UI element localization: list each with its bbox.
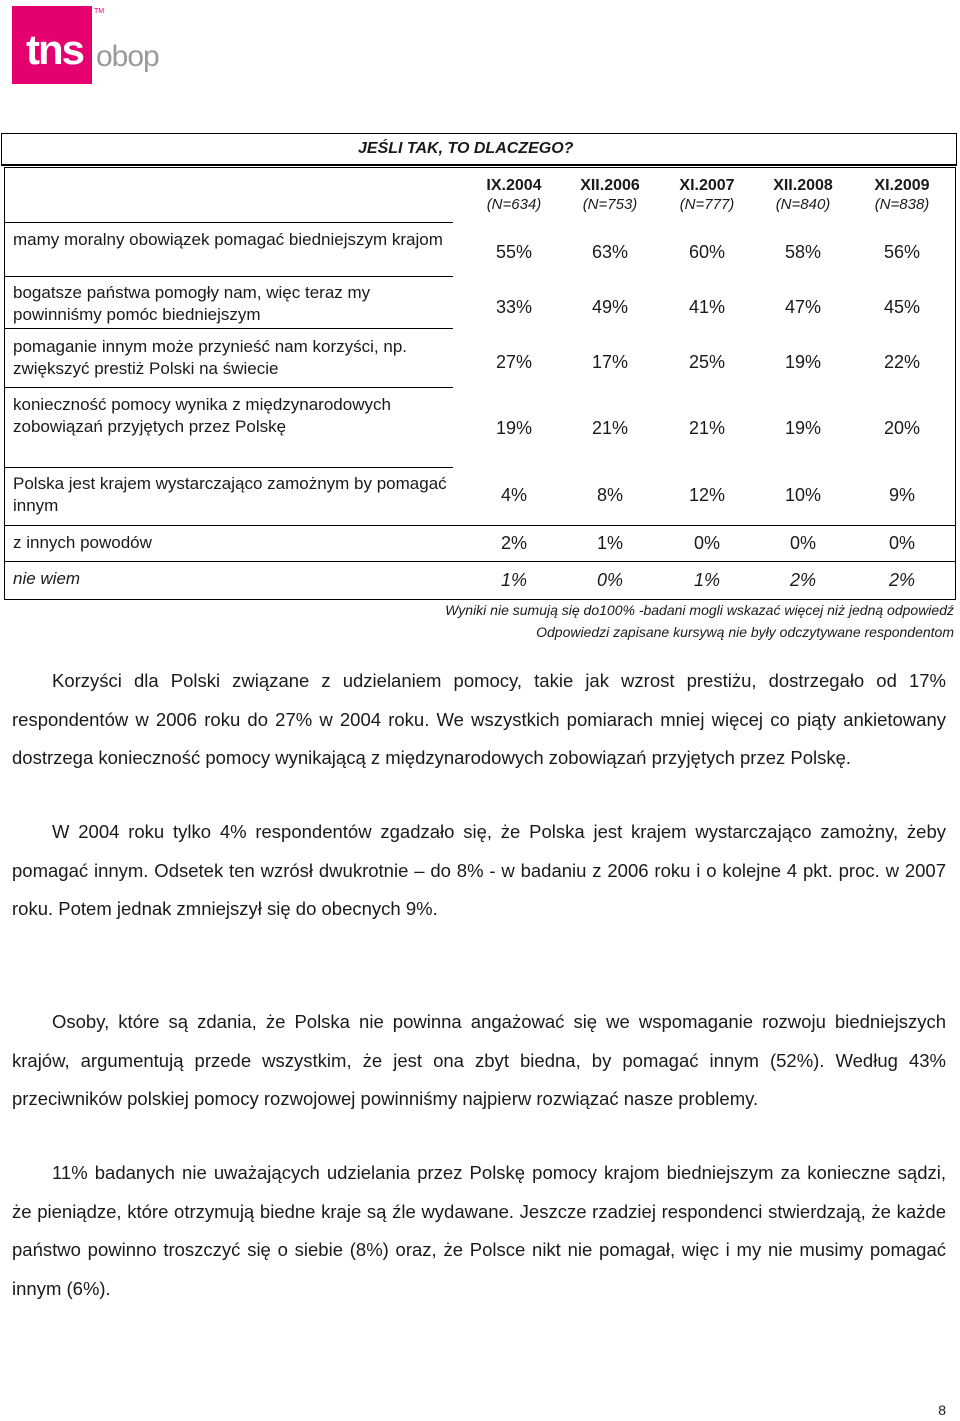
paragraph-text: Osoby, które są zdania, że Polska nie powinna angażować się we wspomaganie rozwoju biedniejszych krajów, argumentują przede wszystkim, że jest ona zbyt biedna, by pomagać innym (52%). Według 43% przeciwników polskiej pomocy rozwojowej powinniśmy najpierw rozwiązać nasze problemy. [12, 1011, 946, 1109]
paragraph-text: 11% badanych nie uważających udzielania przez Polskę pomocy krajom biedniejszym za konieczne sądzi, że pieniądze, które otrzymują biedne kraje są źle wydawane. Jeszcze rzadziej respondenci stwierdzają, że każde państwo powinno troszczyć się o siebie (8%) oraz, że Polsce nikt nie pomagał, więc i my nie musimy pomagać innym (6%). [12, 1162, 946, 1299]
column-period: XII.2006 [580, 177, 640, 194]
row-label: z innych powodów [13, 533, 152, 552]
row-label: nie wiem [13, 569, 81, 588]
table-title: JEŚLI TAK, TO DLACZEGO? [358, 140, 574, 157]
row-divider [5, 467, 453, 468]
table-cell: 1% [693, 570, 720, 590]
column-header [565, 176, 655, 214]
table-cell: 47% [784, 297, 822, 317]
column-n: (N=777) [679, 196, 735, 213]
table-note: Wyniki nie sumują się do100% -badani mogli wskazać więcej niż jedną odpowiedź [445, 602, 954, 618]
table-cell: 25% [688, 352, 726, 372]
row-label: Polska jest krajem wystarczająco zamożnym by pomagać innym [13, 474, 447, 515]
table-cell: 21% [688, 418, 726, 438]
column-n: (N=840) [775, 196, 831, 213]
row-divider [5, 222, 453, 223]
table-cell: 2% [500, 533, 527, 553]
table-cell: 0% [596, 570, 623, 590]
column-header [662, 176, 752, 214]
row-label: konieczność pomocy wynika z międzynarodowych zobowiązań przyjętych przez Polskę [13, 395, 391, 436]
paragraph-text: W 2004 roku tylko 4% respondentów zgadzało się, że Polska jest krajem wystarczająco zamożny, żeby pomagać innym. Odsetek ten wzrósł dwukrotnie – do 8% - w badaniu z 2006 roku i o kolejne 4 pkt. proc. w 2007 roku. Potem jednak zmniejszył się do obecnych 9%. [12, 821, 946, 919]
row-divider [5, 276, 453, 277]
table-grid [4, 167, 956, 600]
column-n: (N=634) [486, 196, 542, 213]
table-cell: 56% [883, 242, 921, 262]
table-cell: 27% [495, 352, 533, 372]
table-cell: 33% [495, 297, 533, 317]
table-cell: 58% [784, 242, 822, 262]
row-label: bogatsze państwa pomogły nam, więc teraz my powinniśmy pomóc biedniejszym [13, 283, 371, 324]
column-period: IX.2004 [486, 177, 542, 194]
column-header [857, 176, 947, 214]
table-note: Odpowiedzi zapisane kursywą nie były odczytywane respondentom [536, 624, 954, 640]
table-cell: 17% [591, 352, 629, 372]
row-divider [5, 328, 453, 329]
table-cell: 9% [888, 485, 915, 505]
table-cell: 0% [789, 533, 816, 553]
logo-sub-text: obop [96, 40, 159, 73]
results-table [1, 133, 957, 598]
body-paragraph [12, 813, 946, 929]
table-cell: 0% [888, 533, 915, 553]
table-cell: 19% [784, 418, 822, 438]
table-cell: 12% [688, 485, 726, 505]
page-number: 8 [938, 1402, 946, 1418]
table-cell: 60% [688, 242, 726, 262]
table-cell: 45% [883, 297, 921, 317]
table-cell: 10% [784, 485, 822, 505]
table-cell: 4% [500, 485, 527, 505]
row-divider [5, 525, 955, 526]
table-cell: 55% [495, 242, 533, 262]
column-period: XI.2009 [874, 177, 930, 194]
row-label: mamy moralny obowiązek pomagać biedniejszym krajom [13, 230, 443, 249]
table-cell: 19% [784, 352, 822, 372]
tns-obop-logo [12, 6, 162, 84]
column-n: (N=838) [874, 196, 930, 213]
body-paragraph [12, 1154, 946, 1308]
logo-brand-text: tns [26, 26, 83, 73]
row-divider [5, 561, 955, 562]
table-cell: 2% [888, 570, 915, 590]
table-cell: 19% [495, 418, 533, 438]
table-cell: 49% [591, 297, 629, 317]
column-header [758, 176, 848, 214]
column-period: XI.2007 [679, 177, 735, 194]
body-paragraph [12, 662, 946, 778]
table-header-bar [1, 133, 957, 166]
table-cell: 2% [789, 570, 816, 590]
row-label: pomaganie innym może przynieść nam korzyści, np. zwiększyć prestiż Polski na świecie [13, 337, 407, 378]
column-n: (N=753) [582, 196, 638, 213]
table-cell: 41% [688, 297, 726, 317]
table-cell: 8% [596, 485, 623, 505]
column-period: XII.2008 [773, 177, 833, 194]
body-paragraph [12, 1003, 946, 1119]
table-cell: 0% [693, 533, 720, 553]
table-cell: 22% [883, 352, 921, 372]
table-cell: 21% [591, 418, 629, 438]
logo-trademark: TM [94, 8, 105, 15]
paragraph-text: Korzyści dla Polski związane z udzielaniem pomocy, takie jak wzrost prestiżu, dostrzegało od 17% respondentów w 2006 roku do 27% w 2004 roku. We wszystkich pomiarach mniej więcej co piąty ankietowany dostrzega konieczność pomocy wynikającą z międzynarodowych zobowiązań przyjętych przez Polskę. [12, 670, 946, 768]
table-cell: 63% [591, 242, 629, 262]
table-cell: 20% [883, 418, 921, 438]
row-divider [5, 387, 453, 388]
table-cell: 1% [500, 570, 527, 590]
column-header [469, 176, 559, 214]
table-cell: 1% [596, 533, 623, 553]
